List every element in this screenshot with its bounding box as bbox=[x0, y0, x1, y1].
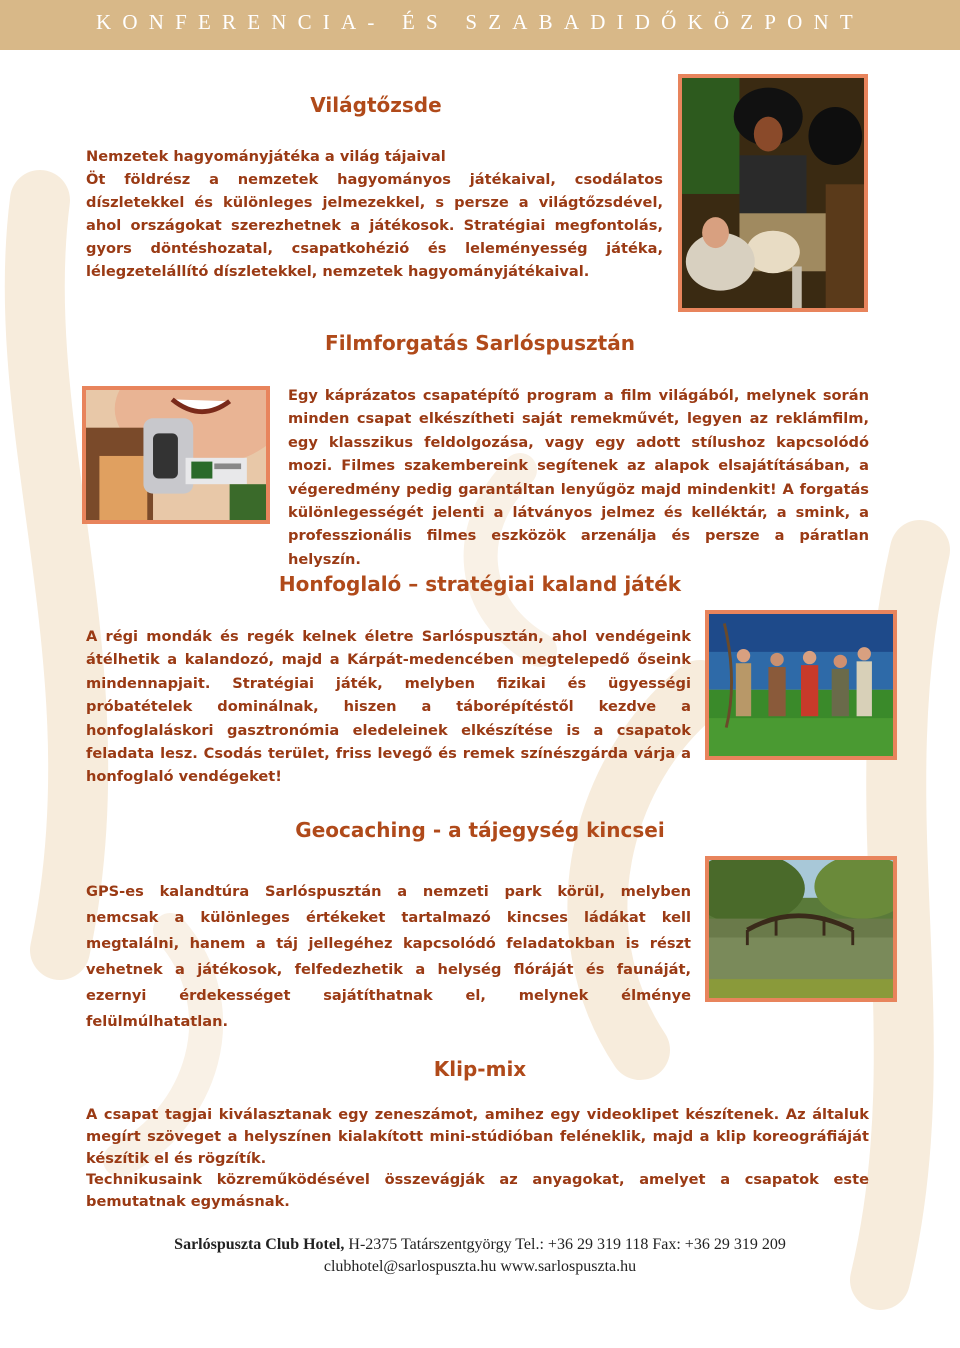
section-paragraph: Egy káprázatos csapatépítő program a film világából, melynek során minden csapat elkészítheti saját remekművét, legyen az reklámfilm, egy klasszikus feldolgozása, vagy egy adott stílushoz kapcsolódó mozi. Filmes szakembereink segítenek az alapok elsajátításában, a végeredmény pedig garantáltan lenyűgöz majd mindenkit! A forgatás különlegességét jelenti a látványos jelmez és kelléktár, a smink, a professzionális filmes eszközök arzenálja és persze a páratlan helyszín. bbox=[288, 387, 869, 568]
section-title-geocaching: Geocaching - a tájegység kincsei bbox=[295, 818, 665, 842]
section-body-geocaching bbox=[86, 879, 691, 1035]
section-body-filmforgatas bbox=[288, 384, 869, 571]
photo-costumed-performers bbox=[678, 74, 868, 312]
header-band bbox=[0, 0, 960, 50]
section-paragraph: A régi mondák és regék kelnek életre Sarlóspusztán, ahol vendégeink átélhetik a kalandozó, majd a Kárpát-medencében megtelepedő őseink mindennapjait. Stratégiai játék, melyben fizikai és ügyességi próbatételek dominálnak, hiszen a táborépítéstől kezdve a honfoglaláskori gasztronómia eledeleinek elkészítése is a csapatok feladata lesz. Csodás terület, friss levegő és remek színészgárda várja a honfoglaló vendégeket! bbox=[86, 628, 691, 786]
section-paragraph: Technikusaink közreműködésével összevágják az anyagokat, amelyet a csapatok este bemutatnak egymásnak. bbox=[86, 1171, 869, 1211]
section-paragraph: A csapat tagjai kiválasztanak egy zeneszámot, amihez egy videoklipet készítenek. Az általuk megírt szöveget a helyszínen kialakított mini-stúdióban feléneklik, majd a klip koreográfiáját készítik el és rögzítík. bbox=[86, 1106, 869, 1167]
header-band-text: KONFERENCIA- ÉS SZABADIDŐKÖZPONT bbox=[96, 10, 864, 34]
footer-address-phone: H-2375 Tatárszentgyörgy Tel.: +36 29 319 118 Fax: +36 29 319 209 bbox=[344, 1236, 786, 1253]
section-subtitle: Nemzetek hagyományjátéka a világ tájaival bbox=[86, 148, 446, 165]
photo-archers-in-field bbox=[705, 610, 897, 760]
section-title-vilagtozsde: Világtőzsde bbox=[310, 93, 442, 117]
footer-contact-line: clubhotel@sarlospuszta.hu www.sarlospuszta.hu bbox=[323, 1258, 637, 1275]
section-body-vilagtozsde bbox=[86, 145, 663, 283]
footer-hotel-name: Sarlóspuszta Club Hotel, bbox=[174, 1236, 345, 1253]
photo-woman-with-camcorder bbox=[82, 386, 270, 524]
section-paragraph: Öt földrész a nemzetek hagyományos játékaival, csodálatos díszletekkel és különleges jelmezekkel, s persze a világtőzsdével, ahol országokat szerezhetnek a játékosok. Stratégiai megfontolás, gyors döntéshozatal, csapatkohézió és leleményesség játéka, lélegzetelállító díszletekkel, nemzetek hagyományjátékaival. bbox=[86, 171, 663, 280]
section-body-klip-mix bbox=[86, 1104, 869, 1213]
section-paragraph: GPS-es kalandtúra Sarlóspusztán a nemzeti park körül, melyben nemcsak a különleges értékeket tartalmazó kincses ládákat kell megtalálni, hanem a táj jellegéhez kapcsolódó feladatokban is részt vehetnek a játékosok, felfedezhetik a helység flóráját és faunáját, ezernyi érdekességet sajátíthatnak el, melynek élménye felülmúlhatatlan. bbox=[86, 883, 691, 1030]
section-title-honfoglalo: Honfoglaló – stratégiai kaland játék bbox=[278, 572, 682, 596]
section-body-honfoglalo bbox=[86, 625, 691, 789]
footer-address-line bbox=[0, 1236, 960, 1254]
section-title-filmforgatas: Filmforgatás Sarlóspusztán bbox=[325, 331, 635, 355]
section-title-klip-mix: Klip-mix bbox=[433, 1057, 527, 1081]
photo-bridge-over-pond bbox=[705, 856, 897, 1002]
